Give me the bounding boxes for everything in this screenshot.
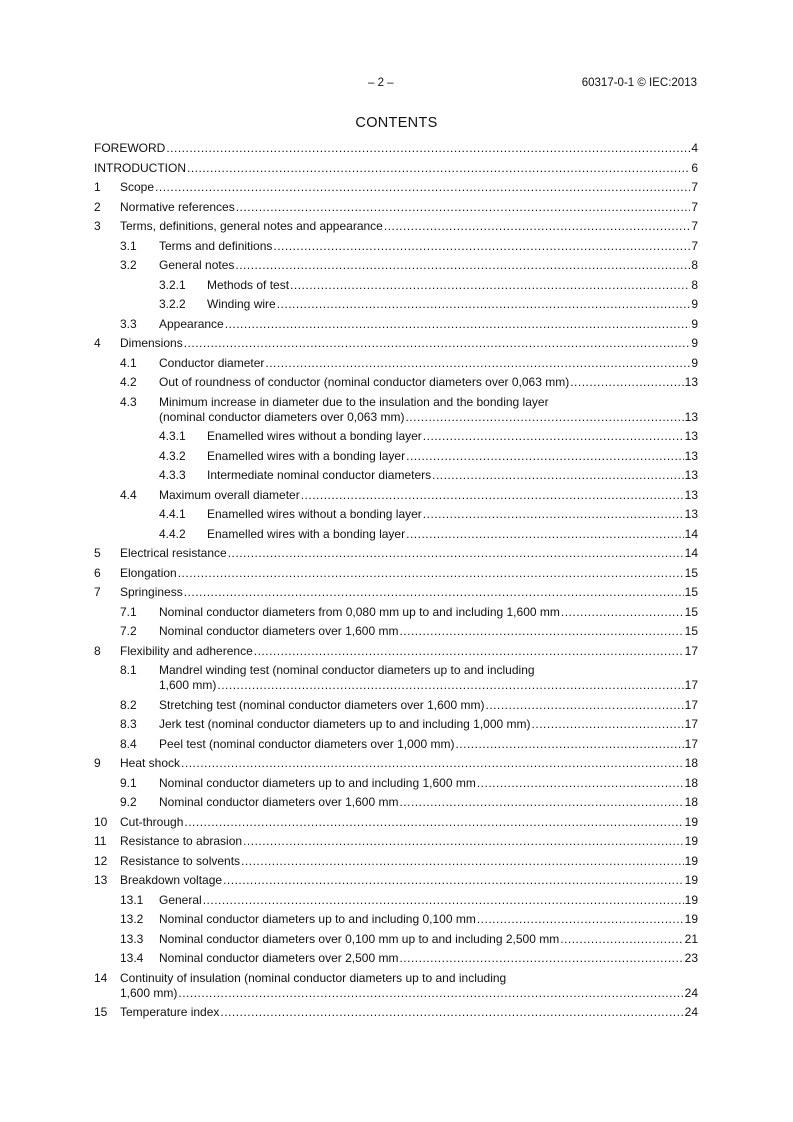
toc-leader-dots <box>155 180 690 195</box>
toc-entry-title: Minimum increase in diameter due to the insulation and the bonding layer <box>159 394 549 409</box>
toc-entry-number: 5 <box>94 546 101 560</box>
toc-entry-number: 8.4 <box>120 736 137 751</box>
toc-entry-number: 8 <box>94 643 101 658</box>
toc-entry-title: 1,600 mm) <box>159 678 217 692</box>
toc-leader-dots <box>217 678 683 693</box>
toc-entry-number: 3.1 <box>120 238 137 253</box>
toc-leader-dots <box>241 854 684 869</box>
toc-leader-dots <box>184 585 684 600</box>
toc-page-number: 23 <box>684 951 698 965</box>
toc-leader-dots <box>184 336 691 351</box>
toc-leader-dots <box>477 912 684 927</box>
toc-leader-dots <box>184 815 683 830</box>
toc-entry[interactable] <box>94 932 698 947</box>
toc-entry-title: Enamelled wires with a bonding layer <box>207 448 406 463</box>
toc-leader-dots <box>399 795 683 810</box>
toc-entry-number: 13 <box>94 873 108 887</box>
toc-page-number: 19 <box>684 814 698 829</box>
toc-leader-dots <box>228 546 684 561</box>
toc-entry[interactable] <box>94 717 698 732</box>
toc-leader-dots <box>477 776 684 791</box>
toc-entry-title: Continuity of insulation (nominal conductor diameters up to and including <box>120 970 507 985</box>
toc-leader-dots <box>399 624 683 639</box>
toc-entry[interactable] <box>94 375 698 390</box>
toc-leader-dots <box>236 200 691 215</box>
toc-page-number: 19 <box>684 912 698 926</box>
toc-entry-title: Elongation <box>120 565 177 580</box>
toc-entry-number: 2 <box>94 199 101 214</box>
toc-entry[interactable] <box>94 429 698 444</box>
toc-entry-title: Jerk test (nominal conductor diameters up to and including 1,000 mm) <box>159 717 531 731</box>
toc-leader-dots <box>178 566 684 581</box>
toc-entry-number: 4.3.3 <box>159 468 186 482</box>
toc-page-number: 17 <box>684 678 698 692</box>
toc-entry-number: 13.4 <box>120 951 144 965</box>
toc-entry-number: 9 <box>94 756 101 770</box>
toc-page-number: 9 <box>691 316 698 331</box>
toc-entry[interactable] <box>94 971 698 1001</box>
toc-page-number: 19 <box>684 873 698 887</box>
toc-entry[interactable] <box>94 624 698 639</box>
toc-entry[interactable] <box>94 180 698 195</box>
toc-entry[interactable] <box>94 317 698 332</box>
toc-leader-dots <box>235 258 690 273</box>
toc-page-number: 13 <box>684 468 698 482</box>
toc-entry-title: General notes <box>159 258 235 272</box>
toc-entry[interactable] <box>94 336 698 351</box>
toc-page-number: 17 <box>684 717 698 731</box>
toc-entry[interactable] <box>94 644 698 659</box>
toc-leader-dots <box>273 239 690 254</box>
toc-leader-dots <box>301 488 684 503</box>
toc-leader-dots <box>560 932 683 947</box>
toc-entry-title: INTRODUCTION <box>94 160 186 175</box>
toc-entry-number: 11 <box>94 834 107 848</box>
toc-entry-title: Nominal conductor diameters from 0,080 mm up to and including 1,600 mm <box>159 604 560 619</box>
toc-entry-number: 12 <box>94 853 108 868</box>
toc-entry-title: Methods of test <box>207 277 290 292</box>
toc-entry[interactable] <box>94 566 698 581</box>
toc-page-number: 15 <box>684 624 698 638</box>
toc-entry-title: Intermediate nominal conductor diameters <box>207 468 432 482</box>
table-of-contents <box>94 141 698 1020</box>
toc-entry-title: Out of roundness of conductor (nominal conductor diameters over 0,063 mm) <box>159 375 570 389</box>
toc-entry[interactable] <box>94 297 698 312</box>
toc-entry-title: Temperature index <box>120 1005 220 1019</box>
toc-entry-number: 8.3 <box>120 717 137 731</box>
toc-entry-title: Resistance to solvents <box>120 853 241 868</box>
toc-entry[interactable] <box>94 756 698 771</box>
toc-page-number: 13 <box>684 409 698 424</box>
toc-entry-number: 8.2 <box>120 697 137 712</box>
toc-page-number: 7 <box>691 180 698 194</box>
toc-entry[interactable] <box>94 258 698 273</box>
toc-page-number: 13 <box>684 448 698 463</box>
document-reference: 60317-0-1 © IEC:2013 <box>581 77 697 89</box>
toc-entry-number: 3.2.1 <box>159 277 186 292</box>
toc-entry-title: Nominal conductor diameters over 1,600 mm <box>159 624 399 638</box>
toc-leader-dots <box>384 219 690 234</box>
toc-entry[interactable] <box>94 161 698 176</box>
toc-entry-title: Conductor diameter <box>159 355 265 370</box>
toc-leader-dots <box>223 873 684 888</box>
page-number: – 2 – <box>368 77 394 89</box>
toc-page-number: 7 <box>691 238 698 253</box>
toc-leader-dots <box>203 893 684 908</box>
toc-page-number: 13 <box>684 487 698 502</box>
toc-entry-title: General <box>159 892 202 907</box>
toc-entry-number: 4.3 <box>120 394 137 409</box>
toc-entry-number: 3 <box>94 219 101 233</box>
toc-entry-title: Winding wire <box>207 297 276 311</box>
toc-entry-title: Maximum overall diameter <box>159 487 300 502</box>
toc-entry-number: 4.4.1 <box>159 507 186 521</box>
toc-page-number: 13 <box>684 375 698 389</box>
toc-entry-number: 3.2.2 <box>159 297 186 311</box>
toc-entry-title: 1,600 mm) <box>120 985 178 1000</box>
toc-page-number: 9 <box>691 355 698 370</box>
toc-entry-number: 4.2 <box>120 375 137 389</box>
toc-entry[interactable] <box>94 873 698 888</box>
toc-page-number: 17 <box>684 697 698 712</box>
toc-entry[interactable] <box>94 1005 698 1020</box>
toc-entry[interactable] <box>94 912 698 927</box>
toc-page-number: 14 <box>684 546 698 560</box>
contents-title: CONTENTS <box>355 115 438 131</box>
toc-entry-title: Electrical resistance <box>120 546 227 560</box>
toc-entry[interactable] <box>94 546 698 561</box>
toc-page-number: 18 <box>684 795 698 809</box>
toc-leader-dots <box>485 698 683 713</box>
toc-leader-dots <box>570 375 683 390</box>
toc-page-number: 17 <box>684 736 698 751</box>
toc-entry-number: 7 <box>94 585 101 599</box>
toc-entry-number: 14 <box>94 970 108 985</box>
toc-entry[interactable] <box>94 951 698 966</box>
toc-entry[interactable] <box>94 605 698 620</box>
toc-entry[interactable] <box>94 795 698 810</box>
toc-entry-number: 4.1 <box>120 355 137 370</box>
toc-leader-dots <box>290 278 690 293</box>
toc-entry[interactable] <box>94 527 698 542</box>
toc-page-number: 15 <box>684 565 698 580</box>
toc-page-number: 19 <box>684 834 698 848</box>
toc-entry-number: 4.3.2 <box>159 448 186 463</box>
toc-leader-dots <box>220 1005 683 1020</box>
toc-entry-number: 3.2 <box>120 258 137 272</box>
toc-leader-dots <box>277 297 691 312</box>
toc-leader-dots <box>243 834 684 849</box>
toc-leader-dots <box>181 756 684 771</box>
toc-entry-title: Nominal conductor diameters over 0,100 mm up to and including 2,500 mm <box>159 931 560 946</box>
toc-entry-title: Terms, definitions, general notes and appearance <box>120 219 383 233</box>
toc-entry-number: 6 <box>94 565 101 580</box>
toc-entry-number: 4.4.2 <box>159 526 186 541</box>
toc-entry-title: Nominal conductor diameters up to and including 0,100 mm <box>159 912 476 926</box>
toc-entry[interactable] <box>94 834 698 849</box>
toc-entry-number: 9.2 <box>120 795 137 809</box>
toc-entry[interactable] <box>94 507 698 522</box>
toc-page-number: 13 <box>684 507 698 521</box>
toc-entry-title: Heat shock <box>120 756 181 770</box>
toc-entry[interactable] <box>94 893 698 908</box>
toc-leader-dots <box>405 410 683 425</box>
toc-page-number: 4 <box>691 141 698 155</box>
toc-leader-dots <box>455 737 683 752</box>
toc-page-number: 8 <box>691 277 698 292</box>
toc-entry[interactable] <box>94 737 698 752</box>
toc-entry[interactable] <box>94 449 698 464</box>
toc-entry[interactable] <box>94 141 698 156</box>
toc-leader-dots <box>187 161 690 176</box>
toc-leader-dots <box>225 317 691 332</box>
toc-entry[interactable] <box>94 585 698 600</box>
toc-entry[interactable] <box>94 278 698 293</box>
toc-entry[interactable] <box>94 395 698 425</box>
toc-leader-dots <box>254 644 684 659</box>
toc-entry-number: 3.3 <box>120 316 137 331</box>
toc-entry-title: Terms and definitions <box>159 238 273 253</box>
toc-page-number: 24 <box>684 1005 698 1019</box>
toc-entry-number: 4 <box>94 336 101 350</box>
toc-entry-title: Appearance <box>159 316 224 331</box>
toc-page-number: 17 <box>684 643 698 658</box>
toc-leader-dots <box>166 141 690 156</box>
toc-entry-number: 9.1 <box>120 775 137 790</box>
toc-entry[interactable] <box>94 239 698 254</box>
toc-entry-title: Mandrel winding test (nominal conductor diameters up to and including <box>159 663 535 677</box>
toc-page-number: 9 <box>691 297 698 311</box>
toc-entry[interactable] <box>94 815 698 830</box>
toc-leader-dots <box>406 449 684 464</box>
toc-leader-dots <box>178 986 683 1001</box>
toc-page-number: 19 <box>684 892 698 907</box>
toc-entry-number: 13.3 <box>120 931 144 946</box>
toc-leader-dots <box>432 468 684 483</box>
toc-entry[interactable] <box>94 468 698 483</box>
toc-entry-number: 1 <box>94 180 101 194</box>
toc-entry-title: Dimensions <box>120 336 183 350</box>
toc-page-number: 7 <box>691 199 698 214</box>
toc-entry[interactable] <box>94 219 698 234</box>
toc-entry-title: Nominal conductor diameters over 1,600 mm <box>159 795 399 809</box>
toc-entry-title: Cut-through <box>120 814 184 829</box>
toc-leader-dots <box>406 527 684 542</box>
toc-leader-dots <box>423 507 684 522</box>
toc-entry-number: 4.3.1 <box>159 429 186 443</box>
toc-entry[interactable] <box>94 356 698 371</box>
toc-leader-dots <box>561 605 684 620</box>
toc-page-number: 24 <box>684 985 698 1000</box>
toc-entry-number: 13.1 <box>120 892 144 907</box>
toc-entry-number: 8.1 <box>120 663 137 677</box>
toc-entry-title: Nominal conductor diameters up to and including 1,600 mm <box>159 775 476 790</box>
toc-entry-title: Stretching test (nominal conductor diameters over 1,600 mm) <box>159 697 485 712</box>
toc-leader-dots <box>399 951 683 966</box>
toc-entry-title: Enamelled wires without a bonding layer <box>207 507 422 521</box>
toc-entry-number: 4.4 <box>120 487 137 502</box>
toc-entry-title: Springiness <box>120 585 183 599</box>
toc-page-number: 9 <box>691 336 698 350</box>
toc-entry[interactable] <box>94 663 698 693</box>
toc-page-number: 6 <box>691 160 698 175</box>
toc-entry-title: Breakdown voltage <box>120 873 223 887</box>
toc-entry-title: Normative references <box>120 199 235 214</box>
toc-entry-number: 15 <box>94 1005 108 1019</box>
toc-entry[interactable] <box>94 200 698 215</box>
toc-entry-title: (nominal conductor diameters over 0,063 mm) <box>159 409 405 424</box>
toc-entry-title: Scope <box>120 180 155 194</box>
toc-page-number: 14 <box>684 526 698 541</box>
toc-entry-title: Flexibility and adherence <box>120 643 253 658</box>
toc-entry-number: 7.1 <box>120 604 137 619</box>
toc-page-number: 21 <box>684 931 698 946</box>
toc-entry-number: 13.2 <box>120 912 144 926</box>
toc-entry[interactable] <box>94 854 698 869</box>
toc-entry-title: Nominal conductor diameters over 2,500 mm <box>159 951 399 965</box>
toc-page-number: 15 <box>684 585 698 599</box>
toc-entry-title: Resistance to abrasion <box>120 834 243 848</box>
toc-leader-dots <box>265 356 690 371</box>
toc-leader-dots <box>423 429 684 444</box>
toc-entry-title: FOREWORD <box>94 141 166 155</box>
toc-page-number: 15 <box>684 604 698 619</box>
toc-leader-dots <box>532 717 684 732</box>
toc-page-number: 7 <box>691 219 698 233</box>
toc-page-number: 19 <box>684 853 698 868</box>
toc-entry[interactable] <box>94 488 698 503</box>
toc-page-number: 18 <box>684 775 698 790</box>
toc-entry[interactable] <box>94 698 698 713</box>
toc-entry-number: 7.2 <box>120 624 137 638</box>
toc-entry-title: Peel test (nominal conductor diameters over 1,000 mm) <box>159 736 455 751</box>
toc-page-number: 18 <box>684 756 698 770</box>
toc-entry-title: Enamelled wires without a bonding layer <box>207 429 422 443</box>
toc-entry[interactable] <box>94 776 698 791</box>
toc-entry-number: 10 <box>94 814 108 829</box>
toc-page-number: 8 <box>691 258 698 272</box>
toc-entry-title: Enamelled wires with a bonding layer <box>207 526 406 541</box>
toc-page-number: 13 <box>684 429 698 443</box>
